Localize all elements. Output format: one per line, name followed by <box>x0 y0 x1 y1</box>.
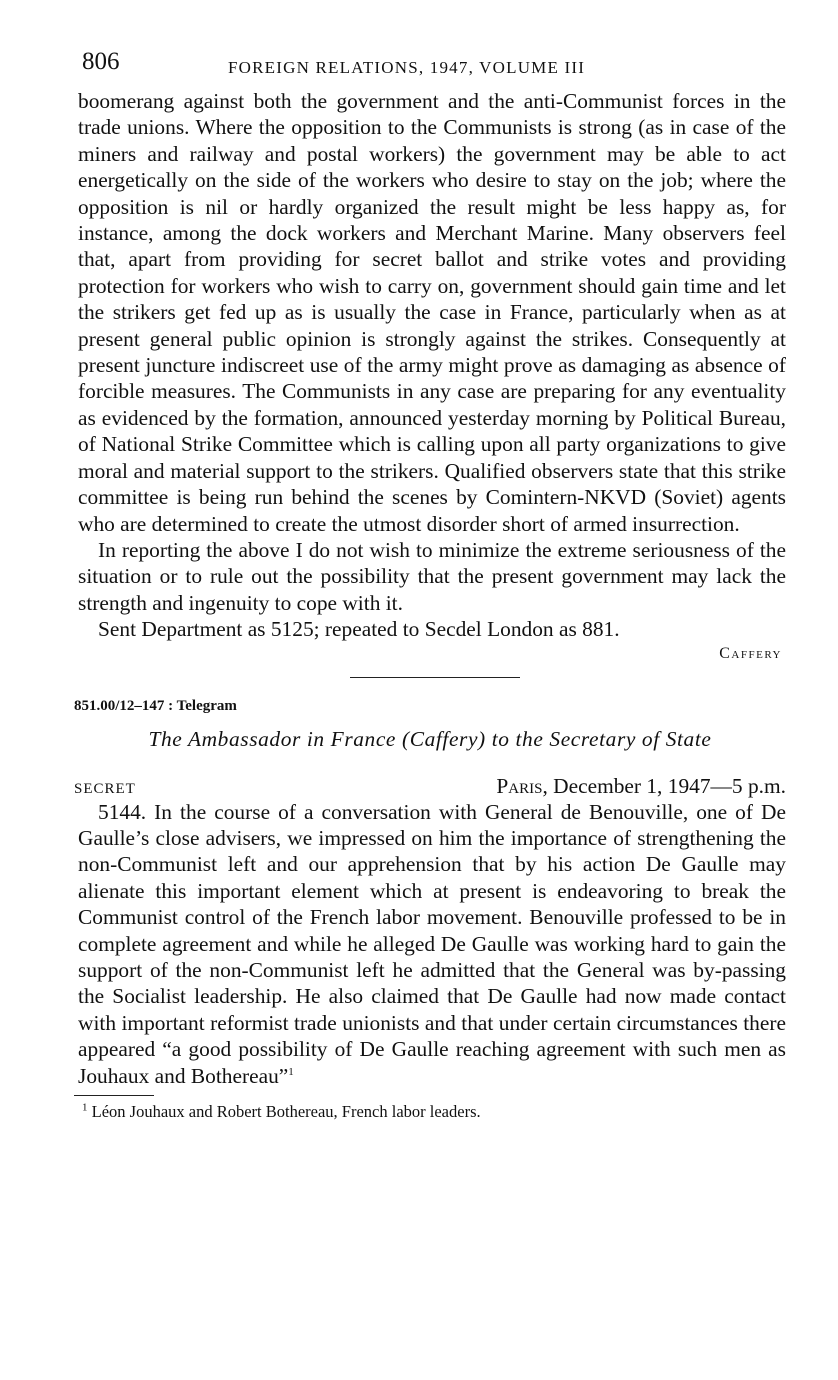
document-page <box>74 48 786 1122</box>
footnote-reference: 1 <box>288 1065 294 1078</box>
telegram-body <box>74 799 786 1089</box>
file-reference: 851.00/12–147 : Telegram <box>74 697 237 714</box>
footnote-text: Léon Jouhaux and Robert Bothereau, French labor leaders. <box>91 1102 481 1121</box>
continued-paragraph: boomerang against both the government and the anti-Communist forces in the trade unions. Where the opposition to the Communists is strong (as in case of the miners and railway and postal workers) the government may be able to act energetically on the side of the workers who desire to stay on the job; where the opposition is nil or hardly organized the result might be less happy as, for instance, among the dock workers and Merchant Marine. Many observers feel that, apart from providing for secret ballot and strike votes and providing protection for workers who wish to carry on, government should gain time and let the strikers get fed up as is usually the case in France, particularly when as at present general public opinion is strongly against the strikes. Consequently at present juncture indiscreet use of the army might prove as damaging as absence of forcible measures. The Communists in any case are preparing for any eventuality as evidenced by the formation, announced yesterday morning by Political Bureau, of National Strike Committee which is calling upon all party organizations to give moral and material support to the strikers. Qualified observers state that this strike committee is being run behind the scenes by Comintern-NKVD (Soviet) agents who are determined to create the utmost disorder short of armed insurrection. <box>78 89 786 536</box>
sent-department-paragraph: Sent Department as 5125; repeated to Secdel London as 881. <box>98 617 620 642</box>
classification-label: SECRET <box>74 780 136 797</box>
reporting-paragraph: In reporting the above I do not wish to minimize the extreme seriousness of the situation or to rule out the possibility that the present government may lack the strength and ingenuity to cope with it. <box>78 537 786 615</box>
dateline-place: Paris <box>496 773 543 798</box>
dateline-row <box>74 774 786 799</box>
document-heading: The Ambassador in France (Caffery) to the Secretary of State <box>148 726 712 751</box>
running-header <box>74 48 786 88</box>
page-number: 806 <box>82 48 120 75</box>
dateline <box>496 774 786 799</box>
signature: Caffery <box>719 644 782 662</box>
section-divider <box>350 677 520 678</box>
telegram-body-text: 5144. In the course of a conversation with General de Benouville, one of De Gaulle’s close advisers, we impressed on him the importance of strengthening the non-Communist left and our apprehension that by his action De Gaulle may alienate this important element which at present is endeavoring to break the Communist control of the French labor movement. Benouville professed to be in complete agreement and while he alleged De Gaulle was working hard to gain the support of the non-Communist left he admitted that the General was by-passing the Socialist leadership. He also claimed that De Gaulle had now made contact with important reformist trade unionists and that under certain circumstances there appeared “a good possibility of De Gaulle reaching agreement with such men as Jouhaux and Bothereau” <box>78 799 786 1088</box>
footnote <box>74 1102 786 1122</box>
footnote-marker: 1 <box>82 1101 88 1114</box>
running-title: FOREIGN RELATIONS, 1947, VOLUME III <box>228 58 586 77</box>
dateline-date: , December 1, 1947—5 p.m. <box>542 773 786 798</box>
footnote-rule <box>74 1095 154 1096</box>
